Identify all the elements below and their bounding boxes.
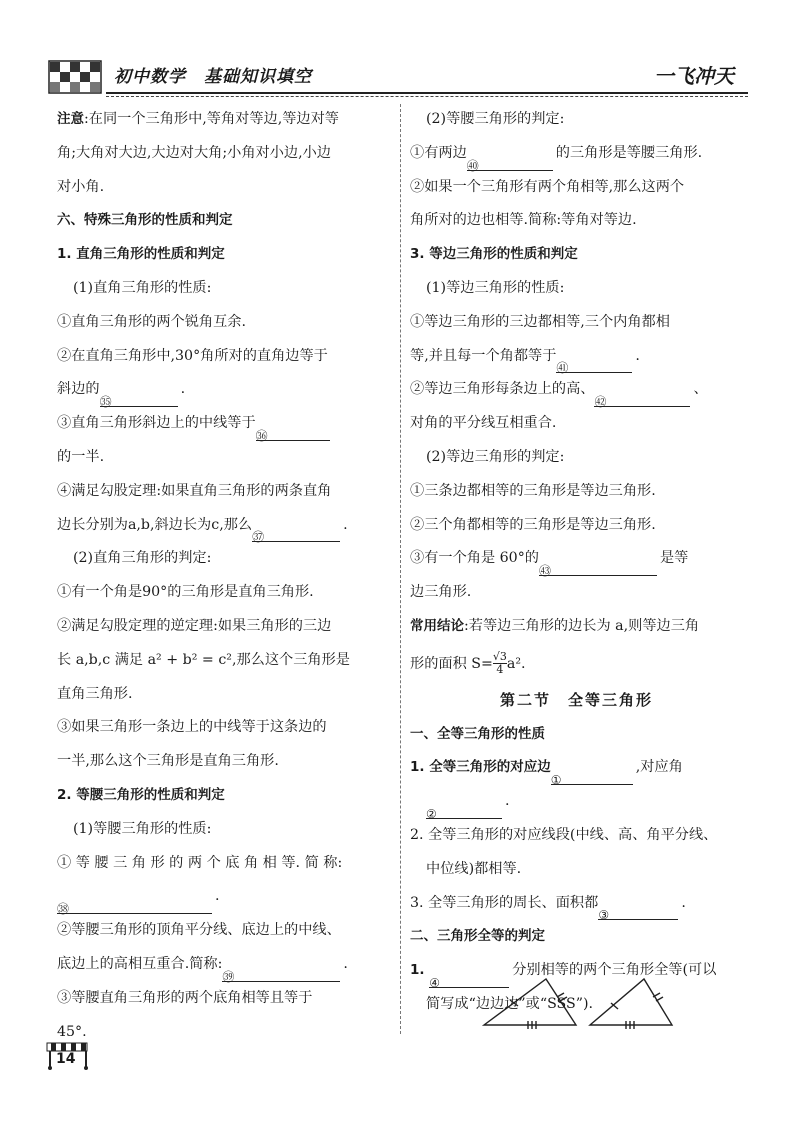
conclusion-line-1: 常用结论:若等边三角形的边长为 a,则等边三角 bbox=[410, 617, 700, 634]
rt-prop-4-line-1: ④满足勾股定理:如果直角三角形的两条直角 bbox=[57, 482, 332, 499]
iso-prop-3-line-1: ③等腰直角三角形的两个底角相等且等于 bbox=[57, 989, 313, 1006]
note-line-2: 角;大角对大边,大边对大角;小角对小边,小边 bbox=[57, 144, 331, 161]
conclusion-label: 常用结论 bbox=[410, 617, 464, 634]
isosceles-properties: (1)等腰三角形的性质: bbox=[73, 820, 212, 837]
blank-37[interactable]: ㊲ bbox=[252, 521, 340, 542]
blank-4[interactable]: ④ bbox=[429, 967, 509, 988]
page-header bbox=[48, 54, 748, 98]
isosceles-criteria: (2)等腰三角形的判定: bbox=[426, 111, 565, 127]
left-column bbox=[57, 103, 393, 1049]
rt-prop-1: ①直角三角形的两个锐角互余. bbox=[57, 313, 246, 330]
cong-prop-1-line-1: 1. 全等三角形的对应边①,对应角 bbox=[410, 759, 683, 788]
cong-crit-1-line-1: 1. ④分别相等的两个三角形全等(可以 bbox=[410, 962, 717, 990]
right-column bbox=[410, 103, 743, 1022]
rt-crit-1: ①有一个角是90°的三角形是直角三角形. bbox=[57, 584, 314, 601]
rt-crit-2-line-3: 直角三角形. bbox=[57, 685, 133, 702]
eq-prop-1-line-1: ①等边三角形的三边都相等,三个内角都相 bbox=[410, 313, 670, 330]
note-line-1: 注意:在同一个三角形中,等角对等边,等边对等 bbox=[57, 111, 339, 127]
triangle-right bbox=[590, 979, 672, 1029]
eq-prop-1-line-2: 等,并且每一个角都等于㊶. bbox=[410, 347, 640, 376]
rt-crit-3-line-1: ③如果三角形一条边上的中线等于这条边的 bbox=[57, 719, 327, 736]
rt-prop-4-line-2: 边长分别为a,b,斜边长为c,那么㊲. bbox=[57, 516, 348, 545]
eq-crit-2: ②三个角都相等的三角形是等边三角形. bbox=[410, 516, 656, 533]
blank-35[interactable]: ㉟ bbox=[100, 386, 178, 407]
rt-crit-3-line-2: 一半,那么这个三角形是直角三角形. bbox=[57, 753, 279, 770]
page-number: 14 bbox=[56, 1051, 76, 1067]
eq-prop-2-line-2: 对角的平分线互相重合. bbox=[410, 415, 557, 432]
section-title: 第二节 全等三角形 bbox=[499, 690, 653, 709]
iso-prop-3-line-2: 45°. bbox=[57, 1023, 87, 1040]
header-title: 初中数学 基础知识填空 bbox=[114, 67, 312, 87]
header-rule-dashed bbox=[106, 96, 748, 97]
blank-42[interactable]: ㊷ bbox=[594, 386, 690, 407]
iso-prop-1-line-2: ㊳. bbox=[57, 888, 220, 917]
eq-crit-1: ①三条边都相等的三角形是等边三角形. bbox=[410, 482, 656, 499]
blank-36[interactable]: ㊱ bbox=[256, 420, 330, 441]
congruent-properties-heading: 一、全等三角形的性质 bbox=[410, 725, 545, 742]
blank-3[interactable]: ③ bbox=[598, 899, 678, 920]
equilateral-criteria: (2)等边三角形的判定: bbox=[426, 448, 565, 465]
note-label: 注意 bbox=[57, 111, 84, 127]
right-triangle-heading: 1. 直角三角形的性质和判定 bbox=[57, 246, 225, 263]
congruent-triangles-figure bbox=[480, 975, 680, 1035]
blank-41[interactable]: ㊶ bbox=[556, 352, 632, 373]
page-number-badge bbox=[46, 1042, 92, 1070]
rt-crit-2-line-1: ②满足勾股定理的逆定理:如果三角形的三边 bbox=[57, 617, 332, 634]
eq-crit-3-line-2: 边三角形. bbox=[410, 584, 472, 601]
iso-prop-1-line-1: ① 等 腰 三 角 形 的 两 个 底 角 相 等. 简 称: bbox=[57, 854, 343, 871]
iso-crit-2-line-2: 角所对的边也相等.简称:等角对等边. bbox=[410, 212, 637, 229]
iso-crit-2-line-1: ②如果一个三角形有两个角相等,那么这两个 bbox=[410, 178, 685, 195]
blank-38[interactable]: ㊳ bbox=[57, 893, 212, 914]
iso-prop-2-line-2: 底边上的高相互重合.简称:㊴. bbox=[57, 955, 348, 984]
eq-prop-2-line-1: ②等边三角形每条边上的高、㊷、 bbox=[410, 381, 708, 410]
blank-40[interactable]: ㊵ bbox=[467, 150, 553, 171]
blank-43[interactable]: ㊸ bbox=[539, 555, 657, 576]
rt-prop-2-line-2: 斜边的㉟. bbox=[57, 381, 186, 410]
checkered-logo-icon bbox=[48, 58, 106, 94]
iso-crit-1: ①有两边㊵的三角形是等腰三角形. bbox=[410, 144, 703, 173]
section-6-heading: 六、特殊三角形的性质和判定 bbox=[57, 212, 233, 229]
area-fraction: $\frac{√3}{4}$ bbox=[492, 650, 507, 677]
blank-1[interactable]: ① bbox=[551, 764, 633, 785]
triangle-left bbox=[484, 979, 576, 1029]
rt-crit-2-line-2: 长 a,b,c 满足 a² + b² = c²,那么这个三角形是 bbox=[57, 651, 350, 668]
conclusion-line-2: 形的面积 S= $\frac{√3}{4}$ a². bbox=[410, 650, 526, 677]
column-divider bbox=[400, 104, 401, 1034]
cong-prop-2-line-2: 中位线)都相等. bbox=[426, 860, 522, 877]
rt-prop-2-line-1: ②在直角三角形中,30°角所对的直角边等于 bbox=[57, 347, 328, 364]
cong-prop-2-line-1: 2. 全等三角形的对应线段(中线、高、角平分线、 bbox=[410, 826, 718, 843]
header-brand: 一飞冲天 bbox=[654, 64, 734, 88]
right-triangle-properties: (1)直角三角形的性质: bbox=[73, 279, 212, 296]
blank-39[interactable]: ㊴ bbox=[222, 961, 340, 982]
header-rule bbox=[106, 92, 748, 94]
cong-prop-3: 3. 全等三角形的周长、面积都③. bbox=[410, 894, 686, 923]
rt-prop-3-line-1: ③直角三角形斜边上的中线等于㊱ bbox=[57, 407, 393, 441]
isosceles-heading: 2. 等腰三角形的性质和判定 bbox=[57, 786, 225, 803]
cong-crit-1-line-2: 简写成“边边边”或“SSS”). bbox=[426, 995, 594, 1012]
note-line-3: 对小角. bbox=[57, 178, 105, 195]
eq-crit-3-line-1: ③有一个角是 60°的㊸是等 bbox=[410, 550, 689, 579]
equilateral-properties: (1)等边三角形的性质: bbox=[426, 279, 565, 296]
blank-2[interactable]: ② bbox=[426, 798, 502, 819]
rt-prop-3-line-2: 的一半. bbox=[57, 448, 105, 465]
congruent-criteria-heading: 二、三角形全等的判定 bbox=[410, 928, 545, 945]
right-triangle-criteria: (2)直角三角形的判定: bbox=[73, 550, 212, 567]
iso-prop-2-line-1: ②等腰三角形的顶角平分线、底边上的中线、 bbox=[57, 922, 341, 939]
equilateral-heading: 3. 等边三角形的性质和判定 bbox=[410, 246, 578, 263]
cong-prop-1-line-2: ②. bbox=[426, 793, 510, 821]
